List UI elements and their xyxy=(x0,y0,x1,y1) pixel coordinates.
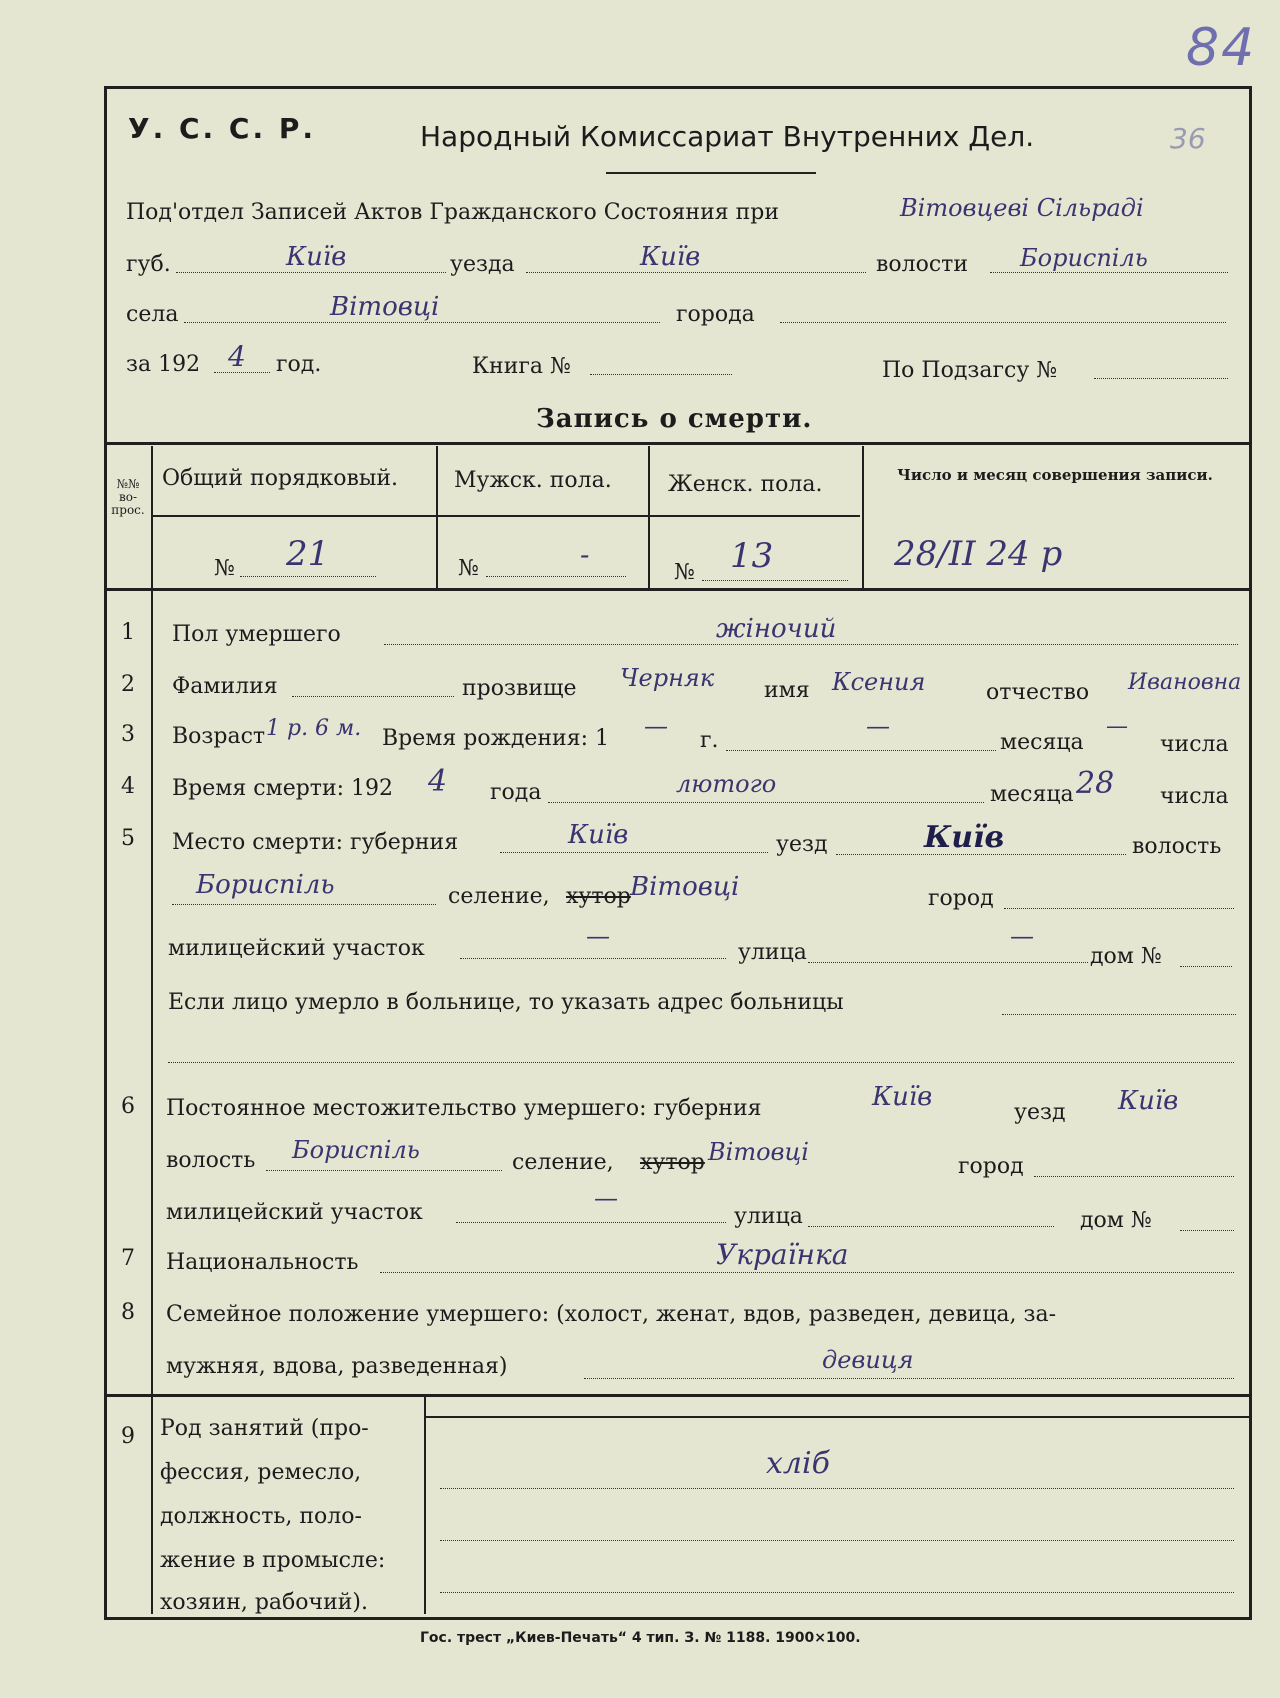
uezd-value: Київ xyxy=(640,242,701,272)
row-4-number: 4 xyxy=(121,774,135,799)
residence-gub-value: Київ xyxy=(872,1082,933,1112)
col-male-head: Мужск. пола. xyxy=(454,468,612,493)
table-bottom-border xyxy=(104,588,1249,591)
commissariat-title: Народный Комиссариат Внутренних Дел. xyxy=(420,120,1035,153)
age-value: 1 р. 6 м. xyxy=(266,716,362,741)
female-no-label: № xyxy=(674,560,695,585)
death-place-label: Место смерти: губерния xyxy=(172,830,459,855)
row-1-number: 1 xyxy=(121,620,135,645)
table-divider-1 xyxy=(436,446,438,588)
occupation-divider xyxy=(424,1396,426,1614)
death-uezd-value: Київ xyxy=(924,820,1005,855)
female-value: 13 xyxy=(730,536,774,576)
row-9-number: 9 xyxy=(121,1424,135,1449)
row-2-number: 2 xyxy=(121,672,135,697)
subdept-label: Под'отдел Записей Актов Гражданского Состояния при xyxy=(126,200,780,225)
record-title: Запись о смерти. xyxy=(536,404,813,434)
residence-volost-line xyxy=(266,1170,502,1171)
marital-value: девиця xyxy=(822,1346,914,1374)
gub-line xyxy=(176,272,446,273)
marital-label-1: Семейное положение умершего: (холост, женат, вдов, разведен, девица, за- xyxy=(166,1302,1057,1327)
residence-gorod-line xyxy=(1034,1176,1234,1177)
table-header-rule xyxy=(152,515,860,517)
patronymic-label: отчество xyxy=(986,680,1090,705)
residence-street-label: улица xyxy=(734,1204,803,1229)
residence-militia-value: — xyxy=(594,1184,618,1212)
gorod-line xyxy=(780,322,1226,323)
birth-day-label: числа xyxy=(1160,732,1229,757)
occupation-value: хліб xyxy=(766,1446,830,1481)
residence-volost-label: волость xyxy=(166,1148,256,1173)
male-no-line xyxy=(486,576,626,577)
printer-imprint: Гос. трест „Киев-Печать“ 4 тип. З. № 1188. 1900×100. xyxy=(420,1630,861,1646)
death-year-value: 4 xyxy=(428,764,448,799)
death-militia-line xyxy=(460,958,726,959)
patronymic-value: Ивановна xyxy=(1128,670,1242,695)
date-value: 28/II 24 р xyxy=(894,534,1063,574)
residence-house-label: дом № xyxy=(1080,1208,1152,1233)
surname-label: Фамилия xyxy=(172,674,278,699)
death-uezd-label: уезд xyxy=(776,832,828,857)
death-street-label: улица xyxy=(738,940,807,965)
death-gub-line xyxy=(500,852,768,853)
occupation-inner-rule xyxy=(424,1416,1249,1418)
selo-label: села xyxy=(126,302,179,327)
male-value: - xyxy=(580,538,590,571)
volost-label: волости xyxy=(876,252,969,277)
death-street-line xyxy=(808,962,1088,963)
table-divider-2 xyxy=(648,446,650,588)
marital-label-2: мужняя, вдова, разведенная) xyxy=(166,1354,508,1379)
nationality-value: Українка xyxy=(716,1238,849,1271)
nickname-value: Черняк xyxy=(620,664,715,692)
death-gub-value: Київ xyxy=(568,820,629,850)
republic-title: У. С. С. Р. xyxy=(128,112,316,145)
residence-gorod-label: город xyxy=(958,1154,1024,1179)
sex-line xyxy=(384,644,1238,645)
occupation-line-2 xyxy=(440,1540,1234,1541)
birth-label: Время рождения: 1 xyxy=(382,726,609,751)
birth-year-value: — xyxy=(644,712,668,740)
podzags-label: По Подзагсу № xyxy=(882,358,1058,383)
residence-selo-label: селение, xyxy=(512,1150,614,1175)
birth-month-line xyxy=(726,750,996,751)
death-volost-label: волость xyxy=(1132,834,1222,859)
death-day-label: числа xyxy=(1160,784,1229,809)
hospital-line-2 xyxy=(168,1062,1234,1063)
nickname-label: прозвище xyxy=(462,676,577,701)
subdept-value: Вітовцеві Сільраді xyxy=(900,194,1144,222)
title-ornament xyxy=(606,172,816,174)
row-3-number: 3 xyxy=(121,722,135,747)
death-street-value: — xyxy=(1010,922,1034,950)
birth-g-label: г. xyxy=(700,728,719,753)
residence-label: Постоянное местожительство умершего: губерния xyxy=(166,1096,762,1121)
col-general-head: Общий порядковый. xyxy=(162,466,399,491)
volost-value: Бориспіль xyxy=(1020,244,1148,272)
row-6-number: 6 xyxy=(121,1094,135,1119)
death-militia-label: милицейский участок xyxy=(168,936,425,961)
occupation-label-2: фессия, ремесло, xyxy=(160,1460,362,1485)
general-no-line xyxy=(240,576,376,577)
uezd-line xyxy=(526,272,866,273)
marital-line xyxy=(584,1378,1234,1379)
name-label: имя xyxy=(764,678,810,703)
occupation-line-3 xyxy=(440,1592,1234,1593)
residence-militia-label: милицейский участок xyxy=(166,1200,423,1225)
book-label: Книга № xyxy=(472,354,571,379)
death-selo-label: селение, xyxy=(448,884,550,909)
death-militia-value: — xyxy=(586,922,610,950)
hospital-label: Если лицо умерло в больнице, то указать адрес больницы xyxy=(168,990,844,1015)
death-selo-value: Вітовці xyxy=(630,872,740,902)
selo-value: Вітовці xyxy=(330,292,440,322)
death-volost-line xyxy=(172,904,436,905)
death-time-label: Время смерти: 192 xyxy=(172,776,394,801)
male-no-label: № xyxy=(458,556,479,581)
row-7-number: 7 xyxy=(121,1246,135,1271)
col-question-head: №№ во-прос. xyxy=(111,477,145,517)
archive-sheet-number: 84 xyxy=(1186,18,1257,78)
death-god-label: года xyxy=(490,780,542,805)
death-month-label: месяца xyxy=(990,782,1074,807)
hospital-line-1 xyxy=(1002,1014,1236,1015)
table-divider-3 xyxy=(862,446,864,588)
sex-value: жіночий xyxy=(716,614,837,644)
residence-militia-line xyxy=(456,1222,726,1223)
occupation-top-border xyxy=(104,1394,1249,1397)
god-label: год. xyxy=(276,352,322,377)
gub-value: Київ xyxy=(286,242,347,272)
nationality-line xyxy=(380,1272,1234,1273)
birth-month-value: — xyxy=(866,712,890,740)
row-8-number: 8 xyxy=(121,1300,135,1325)
female-no-line xyxy=(702,580,848,581)
year-label: за 192 xyxy=(126,352,201,377)
general-no-label: № xyxy=(214,556,235,581)
occupation-label-1: Род занятий (про- xyxy=(160,1416,369,1441)
residence-street-line xyxy=(808,1226,1054,1227)
death-day-value: 28 xyxy=(1076,766,1115,801)
book-line xyxy=(590,374,732,375)
col-date-head: Число и месяц совершения записи. xyxy=(897,466,1213,484)
death-gorod-label: город xyxy=(928,886,994,911)
nationality-label: Национальность xyxy=(166,1250,359,1275)
residence-hutor-label: хутор xyxy=(640,1150,705,1175)
age-label: Возраст xyxy=(172,724,266,749)
year-value: 4 xyxy=(228,340,246,373)
occupation-line-1 xyxy=(440,1488,1234,1489)
death-house-line xyxy=(1180,966,1232,967)
occupation-label-4: жение в промысле: xyxy=(160,1548,386,1573)
selo-line xyxy=(184,322,660,323)
name-value: Ксения xyxy=(832,668,926,696)
occupation-label-5: хозяин, рабочий). xyxy=(160,1590,368,1615)
uezd-label: уезда xyxy=(450,252,515,277)
birth-day-value: — xyxy=(1106,714,1128,739)
table-top-border xyxy=(104,442,1249,445)
residence-uezd-label: уезд xyxy=(1014,1100,1066,1125)
row-5-number: 5 xyxy=(121,826,135,851)
death-month-line xyxy=(548,802,984,803)
residence-uezd-value: Київ xyxy=(1118,1086,1179,1116)
col-female-head: Женск. пола. xyxy=(668,472,823,497)
residence-volost-value: Бориспіль xyxy=(292,1136,420,1164)
death-hutor-label: хутор xyxy=(566,884,631,909)
occupation-label-3: должность, поло- xyxy=(160,1504,362,1529)
surname-line xyxy=(292,696,454,697)
general-value: 21 xyxy=(286,534,330,574)
death-house-label: дом № xyxy=(1090,944,1162,969)
volost-line xyxy=(990,272,1228,273)
podzags-line xyxy=(1094,378,1228,379)
death-volost-value: Бориспіль xyxy=(196,870,335,900)
death-month-value: лютого xyxy=(676,770,777,798)
page-number: 36 xyxy=(1170,122,1206,155)
death-gorod-line xyxy=(1004,908,1234,909)
residence-house-line xyxy=(1180,1230,1234,1231)
sex-label: Пол умершего xyxy=(172,622,341,647)
residence-selo-value: Вітовці xyxy=(708,1138,809,1166)
gub-label: губ. xyxy=(126,252,171,277)
gorod-label: города xyxy=(676,302,755,327)
question-column-divider xyxy=(151,446,153,1614)
birth-month-label: месяца xyxy=(1000,730,1084,755)
